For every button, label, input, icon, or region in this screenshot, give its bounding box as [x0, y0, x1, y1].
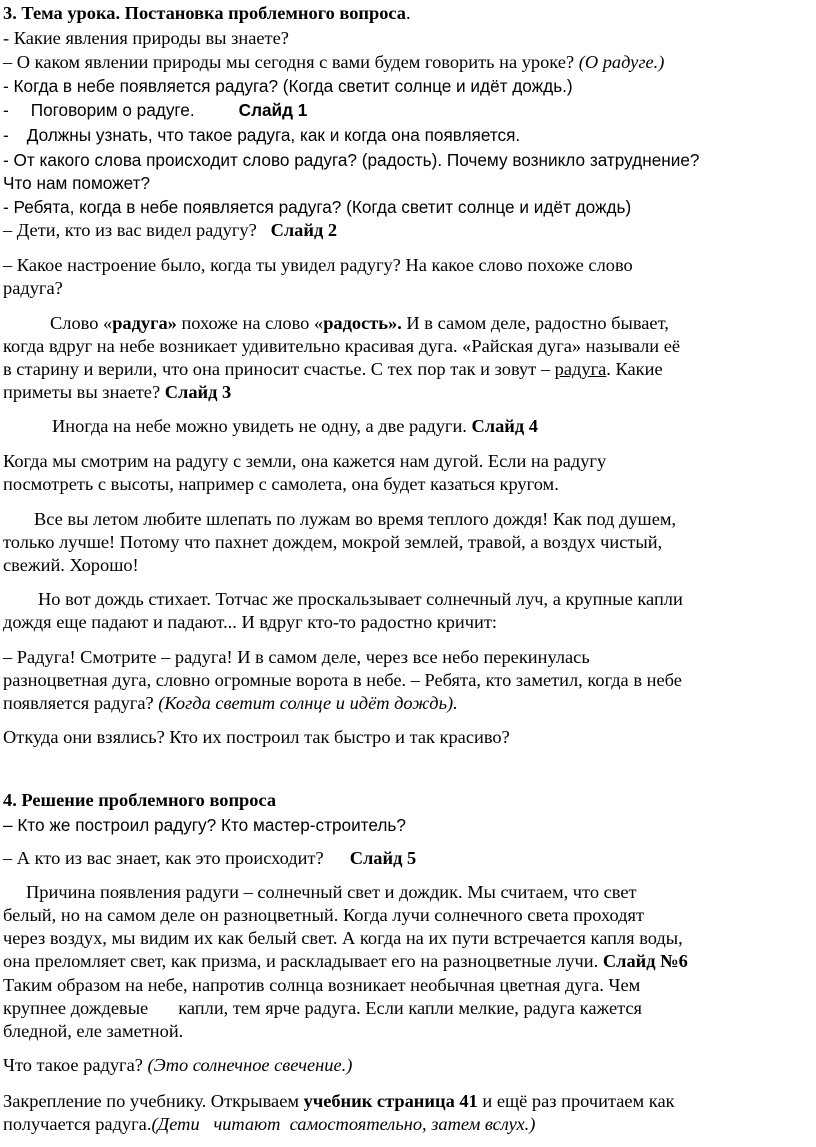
paragraph-line: бледной, еле заметной.	[3, 1021, 184, 1041]
question-line: радуга?	[3, 278, 63, 298]
paragraph-line: приметы вы знаете? Слайд 3	[3, 382, 232, 402]
paragraph-line: Все вы летом любите шлепать по лужам во время теплого дождя! Как под душем,	[34, 509, 677, 529]
paragraph-line: Откуда они взялись? Кто их построил так быстро и так красиво?	[3, 727, 510, 747]
question-line: Что такое радуга? (Это солнечное свечение.)	[3, 1055, 353, 1075]
question-line: - Когда в небе появляется радуга? (Когда светит солнце и идёт дождь.)	[3, 76, 573, 96]
paragraph-line: разноцветная дуга, словно огромные ворота в небе. – Ребята, кто заметил, когда в небе	[3, 670, 682, 690]
paragraph-line: Иногда на небе можно увидеть не одну, а две радуги. Слайд 4	[52, 416, 538, 436]
question-line: - Ребята, когда в небе появляется радуга? (Когда светит солнце и идёт дождь)	[3, 197, 632, 217]
question-line: - От какого слова происходит слово радуга? (радость). Почему возникло затруднение?	[3, 150, 700, 170]
paragraph-line: получается радуга.(Дети читают самостоятельно, затем вслух.)	[3, 1114, 536, 1134]
paragraph-line: когда вдруг на небе возникает удивительно красивая дуга. «Райская дуга» называли её	[3, 336, 681, 356]
question-line: – Какое настроение было, когда ты увидел радугу? На какое слово похоже слово	[3, 255, 633, 275]
paragraph-line: появляется радуга? (Когда светит солнце и идёт дождь).	[3, 693, 458, 713]
paragraph-line: Но вот дождь стихает. Тотчас же проскальзывает солнечный луч, а крупные капли	[38, 589, 683, 609]
section-4-heading: 4. Решение проблемного вопроса	[3, 790, 277, 810]
paragraph-line: свежий. Хорошо!	[3, 555, 139, 575]
question-line: Что нам поможет?	[3, 173, 151, 193]
question-line: - Какие явления природы вы знаете?	[3, 28, 289, 48]
question-line: – О каком явлении природы мы сегодня с вами будем говорить на уроке? (О радуге.)	[3, 52, 665, 72]
paragraph-line: через воздух, мы видим их как белый свет. А когда на их пути встречается капля воды,	[3, 928, 683, 948]
paragraph-line: Когда мы смотрим на радугу с земли, она кажется нам дугой. Если на радугу	[3, 451, 607, 471]
paragraph-line: – Радуга! Смотрите – радуга! И в самом деле, через все небо перекинулась	[3, 647, 590, 667]
paragraph-line: крупнее дождевые капли, тем ярче радуга. Если капли мелкие, радуга кажется	[3, 998, 643, 1018]
paragraph-line: Закрепление по учебнику. Открываем учебник страница 41 и ещё раз прочитаем как	[3, 1091, 675, 1111]
paragraph-line: Причина появления радуги – солнечный свет и дождик. Мы считаем, что свет	[26, 882, 637, 902]
paragraph-line: посмотреть с высоты, например с самолета, она будет казаться кругом.	[3, 474, 559, 494]
paragraph-line: дождя еще падают и падают... И вдруг кто-то радостно кричит:	[3, 612, 498, 632]
question-line: – Кто же построил радугу? Кто мастер-строитель?	[3, 815, 406, 835]
question-line: - Должны узнать, что такое радуга, как и когда она появляется.	[3, 125, 521, 145]
paragraph-line: только лучше! Потому что пахнет дождем, мокрой землей, травой, а воздух чистый,	[3, 532, 663, 552]
question-line: – А кто из вас знает, как это происходит? Слайд 5	[3, 848, 417, 868]
paragraph-line: белый, но на самом деле он разноцветный. Когда лучи солнечного света проходят	[3, 905, 645, 925]
paragraph-line: она преломляет свет, как призма, и раскладывает его на разноцветные лучи. Слайд №6	[3, 951, 688, 971]
question-line: - Поговорим о радуге. Слайд 1	[3, 100, 308, 120]
question-line: – Дети, кто из вас видел радугу? Слайд 2	[3, 220, 338, 240]
paragraph-line: Таким образом на небе, напротив солнца возникает необычная цветная дуга. Чем	[3, 975, 641, 995]
section-3-heading: 3. Тема урока. Постановка проблемного вопроса.	[3, 3, 411, 23]
paragraph-line: Слово «радуга» похоже на слово «радость». И в самом деле, радостно бывает,	[50, 313, 669, 333]
paragraph-line: в старину и верили, что она приносит счастье. С тех пор так и зовут – радуга. Какие	[3, 359, 663, 379]
